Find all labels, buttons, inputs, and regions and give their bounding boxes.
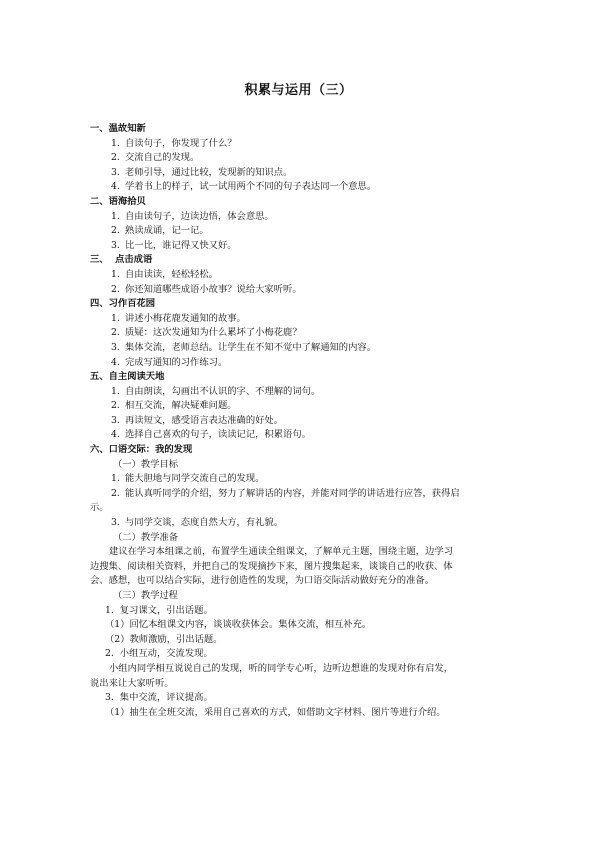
paragraph-line: 建议在学习本组课之前，布置学生通读全组课文，了解单元主题，围绕主题，边学习 — [109, 546, 453, 558]
subsection-title: （一）教学目标 — [113, 458, 179, 470]
list-item: 1. 自由读句子，边读边悟，体会意思。 — [111, 210, 274, 222]
section-heading: 一、温故知新 — [90, 123, 146, 134]
step-heading: 3. 集中交流，评议提高。 — [105, 692, 213, 704]
list-item: 2. 熟读成诵，记一记。 — [111, 225, 209, 237]
document-body — [90, 122, 507, 720]
list-item: 4. 完成写通知的习作练习。 — [111, 356, 228, 368]
page-title: 积累与运用（三） — [244, 83, 353, 98]
paragraph-line: 会、感想，也可以结合实际，进行创造性的发现，为口语交际活动做好充分的准备。 — [90, 575, 434, 587]
list-item: 2. 质疑：这次发通知为什么累坏了小梅花鹿？ — [111, 327, 302, 339]
section-heading: 五、自主阅读天地 — [90, 371, 165, 383]
list-item-continuation: 示。 — [90, 502, 109, 514]
list-item: 1. 能大胆地与同学交流自己的发现。 — [111, 473, 265, 485]
subsection-title: （二）教学准备 — [113, 531, 179, 543]
step-heading: 2. 小组互动，交流发现。 — [105, 648, 213, 660]
list-item: 2. 能认真听同学的介绍，努力了解讲话的内容，并能对同学的讲话进行应答，获得启 — [111, 487, 460, 499]
list-item: 2. 你还知道哪些成语小故事？说给大家听听。 — [111, 283, 302, 295]
list-item: 2. 交流自己的发现。 — [111, 152, 200, 164]
section-heading: 六、口语交际：我的发现 — [90, 444, 193, 456]
section-heading: 三、 点击成语 — [90, 254, 153, 266]
step-detail: （2）教师激励，引出话题。 — [105, 633, 223, 645]
list-item: 3. 比一比，谁记得又快又好。 — [111, 239, 237, 251]
list-item: 3. 再读短文，感受语言表达准确的好处。 — [111, 414, 284, 426]
list-item: 3. 与同学交谈，态度自然大方，有礼貌。 — [111, 517, 284, 529]
paragraph-line: 小组内同学相互说说自己的发现，听的同学专心听，边听边想谁的发现对你有启发， — [109, 662, 453, 674]
step-detail: （1）回忆本组课文内容，谈谈收获体会。集体交流，相互补充。 — [105, 619, 372, 631]
step-detail: （1）抽生在全班交流，采用自己喜欢的方式，如借助文字材料、图片等进行介绍。 — [105, 706, 446, 718]
list-item: 1. 自读句子，你发现了什么？ — [111, 137, 237, 149]
section-heading: 二、语海拾贝 — [90, 195, 146, 207]
list-item: 1. 讲述小梅花鹿发通知的故事。 — [111, 312, 246, 324]
list-item: 4. 选择自己喜欢的句子，读读记记，积累语句。 — [111, 429, 311, 441]
step-heading: 1. 复习课文，引出话题。 — [105, 604, 213, 616]
paragraph-line: 边搜集、阅读相关资料，并把自己的发现摘抄下来，图片搜集起来，谈谈自己的收获、体 — [90, 560, 453, 572]
list-item: 3. 集体交流，老师总结。让学生在不知不觉中了解通知的内容。 — [111, 341, 376, 353]
list-item: 1. 自由朗读，勾画出不认识的字、不理解的词句。 — [111, 385, 321, 397]
list-item: 3. 老师引导，通过比较，发现新的知识点。 — [111, 166, 293, 178]
paragraph-line: 说出来让大家听听。 — [90, 677, 174, 689]
list-item: 1. 自由读读，轻松轻松。 — [111, 268, 218, 280]
list-item: 2. 相互交流，解决疑难问题。 — [111, 400, 237, 412]
section-heading: 四、习作百花园 — [90, 298, 156, 310]
subsection-title: （三）教学过程 — [113, 590, 179, 601]
list-item: 4. 学着书上的样子，试一试用两个不同的句子表达同一个意思。 — [111, 181, 376, 193]
